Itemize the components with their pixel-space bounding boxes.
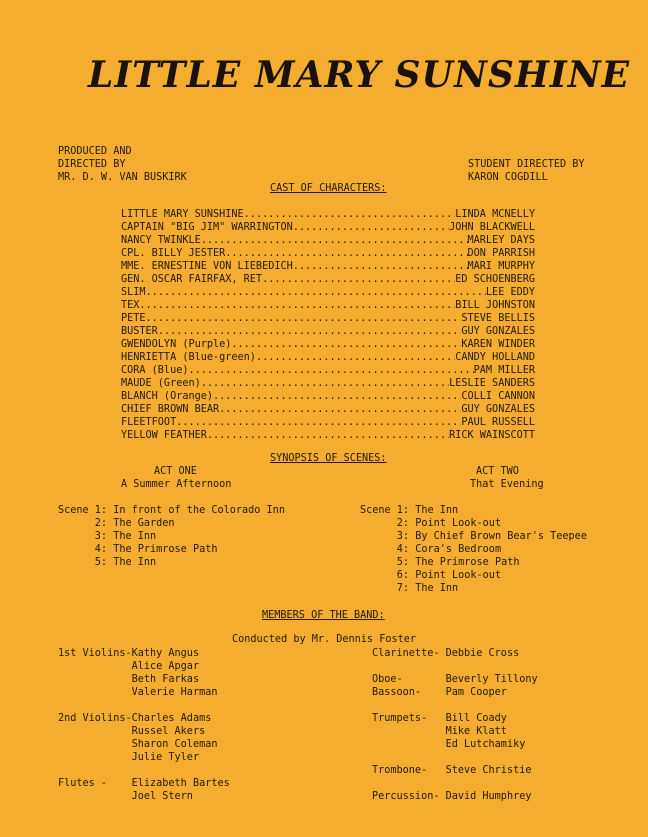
cast-actor: MARI MURPHY	[467, 261, 535, 272]
cast-row	[121, 299, 535, 312]
band-row	[58, 738, 230, 751]
cast-actor: BILL JOHNSTON	[455, 300, 535, 311]
scene-number: 3:	[58, 531, 108, 542]
scene-name: The Inn	[409, 505, 459, 516]
cast-role: MAUDE (Green)	[121, 378, 201, 389]
act-two-scenes	[360, 504, 587, 595]
cast-actor: LINDA MCNELLY	[455, 209, 535, 220]
band-section	[58, 726, 132, 737]
act-two-title: ACT TWO	[476, 466, 519, 477]
scene-number: 4:	[360, 544, 410, 555]
band-member: Debbie Cross	[445, 648, 520, 659]
cast-actor: CANDY HOLLAND	[455, 352, 535, 363]
cast-row	[121, 234, 535, 247]
band-member: David Humphrey	[445, 791, 532, 802]
cast-leader-dots	[225, 247, 467, 260]
cast-actor: GUY GONZALES	[461, 326, 535, 337]
cast-row	[121, 260, 535, 273]
cast-leader-dots	[219, 403, 461, 416]
band-section	[58, 791, 132, 802]
student-line-1: STUDENT DIRECTED BY	[468, 159, 585, 170]
cast-role: PETE	[121, 313, 146, 324]
cast-row	[121, 351, 535, 364]
cast-leader-dots	[139, 299, 455, 312]
cast-row	[121, 286, 535, 299]
band-member: Beth Farkas	[131, 674, 200, 685]
scene-name: The Inn	[409, 583, 459, 594]
cast-leader-dots	[201, 234, 468, 247]
cast-leader-dots	[244, 208, 456, 221]
cast-leader-dots	[293, 260, 468, 273]
scene-number: 5:	[58, 557, 108, 568]
student-director-credit	[468, 158, 585, 184]
cast-actor: PAM MILLER	[473, 365, 535, 376]
scene-name: The Inn	[107, 557, 157, 568]
band-member: Pam Cooper	[445, 687, 507, 698]
band-row	[372, 673, 538, 686]
act-two-subtitle: That Evening	[470, 479, 544, 490]
cast-actor: STEVE BELLIS	[461, 313, 535, 324]
cast-row	[121, 416, 535, 429]
program-title: LITTLE MARY SUNSHINE	[88, 54, 631, 96]
band-spacer	[372, 751, 538, 764]
cast-actor: COLLI CANNON	[461, 391, 535, 402]
scene-number: 2:	[58, 518, 108, 529]
scene-name: Point Look-out	[409, 570, 502, 581]
band-section: Clarinette-	[372, 648, 446, 659]
cast-role: LITTLE MARY SUNSHINE	[121, 209, 244, 220]
band-spacer	[372, 660, 538, 673]
band-row	[58, 647, 230, 660]
band-row	[372, 725, 538, 738]
cast-role: CHIEF BROWN BEAR	[121, 404, 220, 415]
band-spacer	[58, 764, 230, 777]
band-row	[58, 751, 230, 764]
cast-role: YELLOW FEATHER	[121, 430, 207, 441]
band-row	[58, 660, 230, 673]
band-member: Sharon Coleman	[131, 739, 218, 750]
band-heading: MEMBERS OF THE BAND:	[262, 610, 385, 621]
band-row	[58, 725, 230, 738]
band-member: Beverly Tillony	[445, 674, 538, 685]
band-member: Mike Klatt	[445, 726, 507, 737]
band-section: Oboe-	[372, 674, 446, 685]
cast-leader-dots	[293, 221, 449, 234]
scene-name: By Chief Brown Bear's Teepee	[409, 531, 587, 542]
cast-leader-dots	[146, 286, 486, 299]
cast-leader-dots	[201, 377, 449, 390]
band-member: Alice Apgar	[131, 661, 200, 672]
cast-row	[121, 221, 535, 234]
cast-role: BUSTER	[121, 326, 158, 337]
scene-name: The Primrose Path	[107, 544, 218, 555]
band-member: Elizabeth Bartes	[131, 778, 230, 789]
cast-row	[121, 403, 535, 416]
cast-actor: MARLEY DAYS	[467, 235, 535, 246]
scene-row	[360, 569, 587, 582]
cast-leader-dots	[256, 351, 455, 364]
band-section: Percussion-	[372, 791, 446, 802]
student-line-2: KARON COGDILL	[468, 172, 548, 183]
scene-row	[58, 556, 285, 569]
band-right-column	[372, 647, 538, 803]
producer-line-1: PRODUCED AND	[58, 146, 132, 157]
cast-role: GWENDOLYN (Purple)	[121, 339, 232, 350]
cast-row	[121, 364, 535, 377]
band-section: Trombone-	[372, 765, 446, 776]
cast-row	[121, 338, 535, 351]
band-section	[58, 739, 132, 750]
cast-role: GEN. OSCAR FAIRFAX, RET.	[121, 274, 269, 285]
cast-leader-dots	[268, 273, 455, 286]
band-row	[372, 647, 538, 660]
cast-role: HENRIETTA (Blue-green)	[121, 352, 256, 363]
cast-leader-dots	[213, 390, 461, 403]
band-spacer	[372, 699, 538, 712]
band-conductor: Conducted by Mr. Dennis Foster	[232, 634, 417, 645]
scene-number: 2:	[360, 518, 410, 529]
band-row	[58, 673, 230, 686]
cast-row	[121, 247, 535, 260]
cast-actor: ED SCHOENBERG	[455, 274, 535, 285]
band-left-column	[58, 647, 230, 803]
band-section: Trumpets-	[372, 713, 446, 724]
cast-actor: JOHN BLACKWELL	[449, 222, 535, 233]
band-member: Kathy Angus	[131, 648, 200, 659]
cast-actor: GUY GONZALES	[461, 404, 535, 415]
band-section: Bassoon-	[372, 687, 446, 698]
band-member: Joel Stern	[131, 791, 193, 802]
scene-name: In front of the Colorado Inn	[107, 505, 285, 516]
scene-number: 6:	[360, 570, 410, 581]
cast-role: SLIM	[121, 287, 146, 298]
band-member: Bill Coady	[445, 713, 507, 724]
scene-row	[360, 582, 587, 595]
cast-row	[121, 429, 535, 442]
scene-name: Point Look-out	[409, 518, 502, 529]
cast-role: CPL. BILLY JESTER	[121, 248, 226, 259]
cast-role: BLANCH (Orange)	[121, 391, 214, 402]
band-row	[372, 686, 538, 699]
scene-name: The Inn	[107, 531, 157, 542]
cast-actor: LEE EDDY	[485, 287, 535, 298]
cast-role: TEX	[121, 300, 140, 311]
band-spacer	[58, 699, 230, 712]
cast-role: CORA (Blue)	[121, 365, 189, 376]
cast-row	[121, 312, 535, 325]
synopsis-heading: SYNOPSIS OF SCENES:	[270, 453, 387, 464]
cast-role: NANCY TWINKLE	[121, 235, 201, 246]
cast-actor: KAREN WINDER	[461, 339, 535, 350]
band-row	[58, 790, 230, 803]
cast-row	[121, 390, 535, 403]
cast-role: CAPTAIN "BIG JIM" WARRINGTON	[121, 222, 293, 233]
band-member: Steve Christie	[445, 765, 532, 776]
act-one-scenes	[58, 504, 285, 569]
scene-row	[58, 517, 285, 530]
band-spacer	[372, 777, 538, 790]
cast-row	[121, 325, 535, 338]
band-section	[372, 726, 446, 737]
band-row	[372, 712, 538, 725]
band-row	[58, 777, 230, 790]
band-row	[372, 790, 538, 803]
scene-number: 7:	[360, 583, 410, 594]
scene-row	[58, 530, 285, 543]
cast-leader-dots	[188, 364, 473, 377]
band-section: Flutes -	[58, 778, 132, 789]
scene-row	[360, 543, 587, 556]
band-row	[372, 738, 538, 751]
band-row	[58, 686, 230, 699]
cast-list	[121, 208, 535, 442]
scene-number: 5:	[360, 557, 410, 568]
act-one-title: ACT ONE	[154, 466, 197, 477]
producer-line-3: MR. D. W. VAN BUSKIRK	[58, 172, 187, 183]
band-section	[58, 674, 132, 685]
scene-row	[360, 504, 587, 517]
cast-actor: DON PARRISH	[467, 248, 535, 259]
cast-actor: PAUL RUSSELL	[461, 417, 535, 428]
band-member: Valerie Harman	[131, 687, 218, 698]
band-member: Julie Tyler	[131, 752, 200, 763]
cast-leader-dots	[176, 416, 461, 429]
band-section	[58, 687, 132, 698]
band-section	[58, 661, 132, 672]
scene-row	[58, 543, 285, 556]
cast-actor: LESLIE SANDERS	[449, 378, 535, 389]
band-section	[58, 752, 132, 763]
band-member: Russel Akers	[131, 726, 206, 737]
scene-row	[360, 530, 587, 543]
cast-role: MME. ERNESTINE VON LIEBEDICH	[121, 261, 293, 272]
scene-number: Scene 1:	[360, 505, 410, 516]
cast-leader-dots	[207, 429, 449, 442]
band-section	[372, 739, 446, 750]
band-row	[372, 764, 538, 777]
producer-credit	[58, 145, 187, 184]
cast-leader-dots	[146, 312, 462, 325]
band-section: 2nd Violins-	[58, 713, 132, 724]
cast-heading: CAST OF CHARACTERS:	[270, 183, 387, 194]
cast-row	[121, 377, 535, 390]
band-row	[58, 712, 230, 725]
scene-name: Cora's Bedroom	[409, 544, 502, 555]
cast-leader-dots	[158, 325, 462, 338]
scene-number: Scene 1:	[58, 505, 108, 516]
scene-name: The Primrose Path	[409, 557, 520, 568]
scene-number: 3:	[360, 531, 410, 542]
cast-leader-dots	[231, 338, 461, 351]
act-one-subtitle: A Summer Afternoon	[121, 479, 232, 490]
cast-row	[121, 273, 535, 286]
scene-row	[58, 504, 285, 517]
scene-row	[360, 556, 587, 569]
scene-name: The Garden	[107, 518, 175, 529]
cast-role: FLEETFOOT	[121, 417, 177, 428]
producer-line-2: DIRECTED BY	[58, 159, 126, 170]
scene-number: 4:	[58, 544, 108, 555]
cast-actor: RICK WAINSCOTT	[449, 430, 535, 441]
scene-row	[360, 517, 587, 530]
band-member: Ed Lutchamiky	[445, 739, 526, 750]
band-member: Charles Adams	[131, 713, 212, 724]
cast-row	[121, 208, 535, 221]
band-section: 1st Violins-	[58, 648, 132, 659]
